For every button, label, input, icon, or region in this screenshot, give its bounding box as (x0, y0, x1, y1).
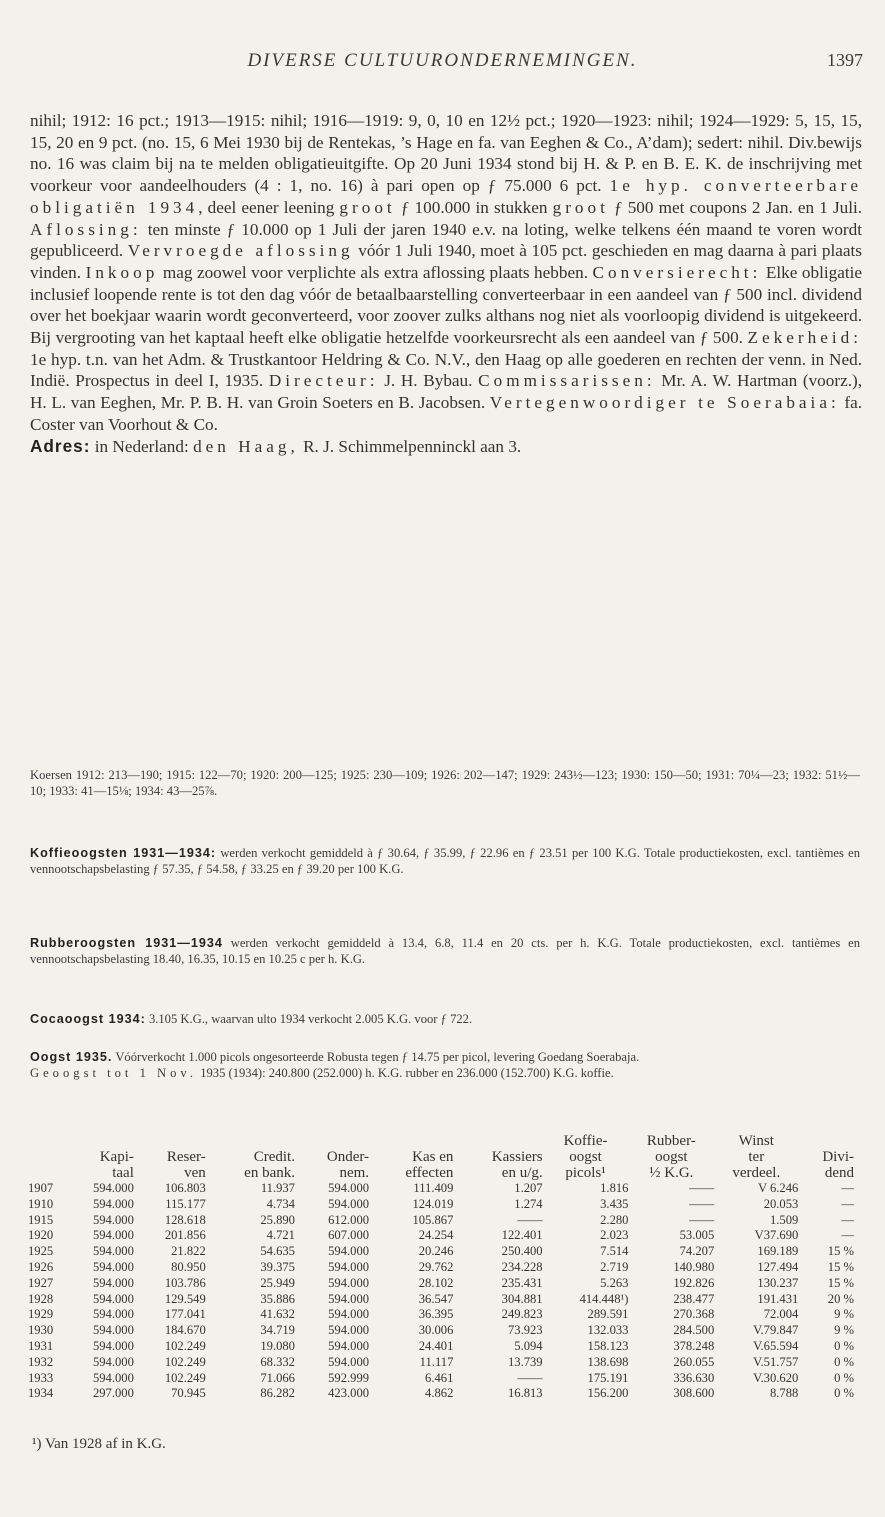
table-cell: 5.263 (600, 1275, 629, 1290)
column-header: Koffie- oogst picols¹ (563, 1133, 608, 1181)
table-cell: 607.000 (328, 1228, 370, 1243)
table-cell: 201.856 (164, 1228, 206, 1243)
table-cell-year: 1927 (28, 1275, 54, 1290)
table-cell: 249.823 (501, 1307, 543, 1322)
table-cell: 15 % (827, 1259, 854, 1274)
table-cell: 156.200 (587, 1386, 629, 1401)
table-cell: 414.448¹) (579, 1291, 629, 1306)
table-cell: 594.000 (92, 1244, 134, 1259)
table-cell: 0 % (834, 1370, 854, 1385)
table-cell: 130.237 (757, 1275, 799, 1290)
table-cell: 122.401 (501, 1228, 543, 1243)
table-cell: 297.000 (92, 1386, 134, 1401)
table-cell: 124.019 (412, 1196, 454, 1211)
koersen-text: Koersen 1912: 213—190; 1915: 122—70; 1920: 200—125; 1925: 230—109; 1926: 202—147; 1929: 243½—123; 1930: 150—50; 1931: 70¼—23; 1932: 51½—10; 1933: 41—15⅛; 1934: 43—25⅞. (30, 768, 860, 798)
spaced-term: Directeur: (268, 371, 379, 391)
spaced-term: Zekerheid: (747, 328, 862, 348)
table-cell: 30.006 (418, 1323, 454, 1338)
table-cell: 594.000 (328, 1307, 370, 1322)
column-header: Kassiers en u/g. (491, 1149, 543, 1181)
table-cell: 39.375 (260, 1259, 295, 1274)
spaced-term: Commissarissen: (478, 371, 656, 391)
geoogst-label: Geoogst tot 1 Nov. (30, 1065, 198, 1080)
rubber-text: werden verkocht gemiddeld à 13.4, 6.8, 11.4 en 20 cts. per h. K.G. Totale productiekosten, excl. tantièmes en vennootschapsbelasting 18.40, 16.35, 10.15 en 10.25 c per h. K.G. (30, 936, 860, 966)
column-header: Rubber- oogst ½ K.G. (646, 1133, 696, 1181)
table-cell: 184.670 (164, 1323, 206, 1338)
table-cell: 594.000 (328, 1291, 370, 1306)
table-cell: 2.280 (600, 1212, 629, 1227)
table-row (28, 1260, 854, 1276)
table-cell: 68.332 (260, 1354, 295, 1369)
table-cell-year: 1910 (28, 1196, 54, 1211)
text-run: Elke obligatie inclusief loopende rente is tot den dag vóór de betaalbaarstelling converteerbaar in een aandeel van ƒ 500 incl. dividend over het boekjaar waarin wordt geconverteerd, voor zoover zulks althans nog niet als voorloopig dividend is uitgekeerd. Bij vergrooting van het kaptaal heeft elke obligatie hetzelfde voorkeursrecht als een aandeel van ƒ 500. (30, 262, 863, 348)
koffie-text: werden verkocht gemiddeld à ƒ 30.64, ƒ 35.99, ƒ 22.96 en ƒ 23.51 per 100 K.G. Totale productiekosten, excl. tantièmes en vennootschapsbelasting ƒ 57.35, ƒ 54.58, ƒ 33.25 en ƒ 39.20 per 100 K.G. (30, 846, 860, 876)
table-cell: 9 % (834, 1323, 854, 1338)
table-cell: 25.949 (260, 1275, 295, 1290)
table-cell: 29.762 (418, 1259, 454, 1274)
table-cell: 594.000 (92, 1354, 134, 1369)
table-cell: 106.803 (164, 1181, 206, 1195)
table-cell: 73.923 (507, 1323, 543, 1338)
table-cell: 9 % (834, 1307, 854, 1322)
table-cell: 70.945 (171, 1386, 206, 1401)
table-cell: 594.000 (328, 1323, 370, 1338)
table-cell: 2.023 (600, 1228, 629, 1243)
cocao-paragraph (30, 1012, 860, 1028)
table-cell: 594.000 (328, 1181, 370, 1195)
table-cell-year: 1931 (28, 1338, 54, 1353)
table-cell-year: 1926 (28, 1259, 54, 1274)
text-run: ten minste ƒ 10.000 op 1 Juli der jaren 1940 e.v. na loting, welke telkens één maand te voren wordt gepubliceerd. (30, 219, 863, 261)
table-cell: 1.274 (514, 1196, 543, 1211)
table-cell: 8.788 (769, 1386, 799, 1401)
text-run: nihil; 1912: 16 pct.; 1913—1915: nihil; 1916—1919: 9, 0, 10 en 12½ pct.; 1920—1923: nihil; 1924—1929: 5, 15, 15, 15, 20 en 9 pct. (no. 15, 6 Mei 1930 bij de Rentekas, ’s Hage en fa. van Eeghen & Co., A’dam); sedert: nihil. Div.bewijs no. 16 was claim bij na te melden obligatieuitgifte. Op 20 Juni 1934 stond bij H. & P. en B. E. K. de inschrijving met voorkeur voor aandeelhouders (4 : 1, no. 16) à pari open op ƒ 75.000 6 pct. (30, 111, 862, 196)
table-cell-year: 1925 (28, 1244, 54, 1259)
text-run: 1e hyp. t.n. van het Adm. & Trustkantoor Heldring & Co. N.V., den Haag op alle goederen en rechten der venn. in Ned. Indië. Prospectus in deel I, 1935. (30, 349, 862, 391)
table-cell: —— (689, 1212, 715, 1227)
table-cell: 378.248 (673, 1338, 715, 1353)
table-cell: 11.937 (260, 1181, 295, 1195)
table-cell: 74.207 (679, 1244, 715, 1259)
table-cell: 140.980 (673, 1259, 715, 1274)
table-cell: 3.435 (600, 1196, 629, 1211)
table-cell: 34.719 (260, 1323, 295, 1338)
table-cell-year: 1932 (28, 1354, 54, 1369)
table-row (28, 1276, 854, 1292)
table-cell-year: 1920 (28, 1228, 54, 1243)
table-cell: 177.041 (164, 1307, 206, 1322)
table-cell: 138.698 (587, 1354, 629, 1369)
spaced-term: 1e hyp. converteerbare obligatiën 1934 (30, 176, 862, 217)
table-cell: 308.600 (673, 1386, 715, 1401)
table-cell: 132.033 (587, 1323, 629, 1338)
table-cell: 103.786 (164, 1275, 206, 1290)
page-number: 1397 (827, 50, 863, 70)
table-cell: 20.053 (763, 1196, 799, 1211)
text-run: ƒ 100.000 in stukken (400, 197, 548, 217)
table-cell: 594.000 (328, 1275, 370, 1290)
table-cell: 127.494 (757, 1259, 799, 1274)
table-row (28, 1355, 854, 1371)
table-row (28, 1339, 854, 1355)
page-header (0, 50, 885, 80)
column-header: Credit. en bank. (244, 1149, 295, 1181)
table-cell: 86.282 (260, 1386, 295, 1401)
table-cell: 115.177 (165, 1196, 206, 1211)
table-cell-year: 1930 (28, 1323, 54, 1338)
table-cell: 80.950 (171, 1259, 206, 1274)
table-cell: 129.549 (164, 1291, 206, 1306)
text-run: R. J. Schimmelpenninckl aan 3. (303, 436, 522, 456)
koffie-paragraph (30, 846, 860, 877)
spaced-term: den Haag, (193, 436, 299, 456)
column-header: Reser- ven (166, 1149, 206, 1181)
table-cell: 6.461 (425, 1370, 454, 1385)
rubber-block (30, 936, 860, 967)
table-cell: 20 % (827, 1291, 854, 1306)
oogst-text: Vóórverkocht 1.000 picols ongesorteerde Robusta tegen ƒ 14.75 per picol, levering Goedang Soerabaja. (115, 1050, 640, 1064)
table-cell: 102.249 (164, 1370, 206, 1385)
text-run: vóór 1 Juli 1940, moet à 105 pct. geschieden en mag daarna à pari plaats vinden. (30, 241, 862, 282)
table-cell: 594.000 (328, 1338, 370, 1353)
table-cell: 128.618 (164, 1212, 206, 1227)
spaced-term: Vervroegde aflossing (127, 241, 354, 261)
table-cell: 594.000 (92, 1275, 134, 1290)
spaced-term: Aflossing: (30, 219, 142, 239)
table-cell: 175.191 (587, 1370, 629, 1385)
spaced-term: Inkoop (85, 262, 159, 282)
table-cell: 15 % (827, 1275, 854, 1290)
koffie-heading: Koffieoogsten 1931—1934: (30, 846, 217, 860)
table-row (28, 1292, 854, 1308)
table-cell: 102.249 (164, 1354, 206, 1369)
financial-table (28, 1133, 854, 1402)
oogst-paragraph (30, 1050, 860, 1066)
text-run: J. H. Bybau. (384, 371, 473, 391)
table-cell-year: 1907 (28, 1181, 54, 1195)
address-line (30, 436, 862, 458)
table-cell: 592.999 (328, 1370, 370, 1385)
table-row (28, 1181, 854, 1197)
table-cell: 594.000 (328, 1244, 370, 1259)
table-cell: 594.000 (92, 1307, 134, 1322)
running-title: DIVERSE CULTUURONDERNEMINGEN. (247, 50, 638, 71)
table-cell: 234.228 (501, 1259, 543, 1274)
column-header-year (28, 1133, 62, 1181)
column-header: Winst ter verdeel. (732, 1133, 781, 1181)
table-cell: V 6.246 (757, 1181, 799, 1195)
table-cell: 13.739 (507, 1354, 543, 1369)
text-run: fa. Coster van Voorhout & Co. (30, 393, 863, 434)
table-cell: 336.630 (673, 1370, 715, 1385)
company-description (30, 110, 862, 457)
text-run: in Nederland: (94, 436, 189, 456)
table-cell-year: 1933 (28, 1370, 54, 1385)
koffie-block (30, 846, 860, 877)
table-cell: 2.719 (600, 1259, 629, 1274)
table-cell: — (841, 1196, 854, 1211)
table-cell: 238.477 (673, 1291, 715, 1306)
table-cell: —— (517, 1370, 543, 1385)
table-cell: 11.117 (419, 1354, 454, 1369)
table-cell: 19.080 (260, 1338, 295, 1353)
text-run: Mr. A. W. Hartman (voorz.), H. L. van Eeghen, Mr. P. B. H. van Groin Soeters en B. Jacobsen. (30, 371, 863, 413)
table-cell: — (841, 1212, 854, 1227)
table-cell: 594.000 (92, 1338, 134, 1353)
table-cell: —— (517, 1212, 543, 1227)
geoogst-paragraph (30, 1066, 860, 1082)
table-cell: — (841, 1181, 854, 1195)
table-cell: 111.409 (413, 1181, 454, 1195)
column-header: Onder- nem. (326, 1149, 370, 1181)
cocao-heading: Cocaoogst 1934: (30, 1012, 146, 1026)
table-row (28, 1197, 854, 1213)
table-cell: —— (689, 1181, 715, 1195)
table-cell: 260.055 (673, 1354, 715, 1369)
table-cell: 612.000 (328, 1212, 370, 1227)
table-cell: — (841, 1228, 854, 1243)
table-cell: —— (689, 1196, 715, 1211)
spaced-term: Vertegenwoordiger te Soerabaia: (489, 393, 840, 413)
table-cell: 594.000 (92, 1370, 134, 1385)
spaced-term: Conversierecht: (592, 262, 762, 282)
table-cell: 270.368 (673, 1307, 715, 1322)
table-cell: 169.189 (757, 1244, 799, 1259)
table-row (28, 1386, 854, 1402)
table-cell: 594.000 (92, 1259, 134, 1274)
table-cell: 594.000 (328, 1196, 370, 1211)
table-cell: V37.690 (754, 1228, 799, 1243)
table-cell: 0 % (834, 1354, 854, 1369)
table-cell: 192.826 (673, 1275, 715, 1290)
table-cell: 21.822 (171, 1244, 206, 1259)
table-row (28, 1371, 854, 1387)
table-cell: 72.004 (763, 1307, 799, 1322)
table-header-row (28, 1133, 854, 1181)
table-cell: 594.000 (92, 1181, 134, 1195)
table-cell: 158.123 (587, 1338, 629, 1353)
table-cell: 102.249 (164, 1338, 206, 1353)
table-cell-year: 1915 (28, 1212, 54, 1227)
table-cell: 235.431 (501, 1275, 543, 1290)
table-row (28, 1307, 854, 1323)
footnote: ¹) Van 1928 af in K.G. (32, 1436, 166, 1452)
geoogst-text: 1935 (1934): 240.800 (252.000) h. K.G. rubber en 236.000 (152.700) K.G. koffie. (200, 1065, 614, 1080)
column-header: Kapi- taal (99, 1149, 134, 1181)
table-cell: 105.867 (412, 1212, 454, 1227)
column-header: Divi- dend (822, 1149, 854, 1181)
spaced-term: groot (552, 197, 609, 217)
table-row (28, 1213, 854, 1229)
table-cell: 41.632 (260, 1307, 295, 1322)
address-label: Adres: (30, 435, 91, 456)
oogst-block (30, 1050, 860, 1081)
spaced-term: groot (339, 197, 396, 217)
table-row (28, 1323, 854, 1339)
table-cell: 53.005 (679, 1228, 715, 1243)
text-run: ƒ 500 met coupons 2 Jan. en 1 Juli. (614, 197, 863, 217)
table-row (28, 1228, 854, 1244)
table-cell: V.65.594 (753, 1338, 799, 1353)
table-cell: 594.000 (92, 1196, 134, 1211)
table-cell: 24.254 (418, 1228, 454, 1243)
table-cell: 5.094 (514, 1338, 543, 1353)
cocao-text: 3.105 K.G., waarvan ulto 1934 verkocht 2.005 K.G. voor ƒ 722. (148, 1012, 473, 1026)
table-cell: 4.734 (266, 1196, 295, 1211)
table-cell: 0 % (834, 1338, 854, 1353)
table-cell: 0 % (834, 1386, 854, 1401)
table-cell: V.30.620 (753, 1370, 799, 1385)
table-row (28, 1244, 854, 1260)
table-cell: 191.431 (757, 1291, 799, 1306)
table-cell: 1.207 (514, 1181, 543, 1195)
table-cell: 594.000 (92, 1212, 134, 1227)
table-body (28, 1181, 854, 1402)
table-cell: V.79.847 (753, 1323, 799, 1338)
table-cell: 25.890 (260, 1212, 295, 1227)
koersen-block (30, 768, 860, 799)
table-cell: 4.721 (266, 1228, 295, 1243)
table-cell-year: 1928 (28, 1291, 54, 1306)
table-cell: 250.400 (501, 1244, 543, 1259)
table-cell: 28.102 (418, 1275, 454, 1290)
text-run: , deel eener leening (198, 197, 335, 217)
table-cell: 71.066 (260, 1370, 295, 1385)
table-cell: V.51.757 (753, 1354, 799, 1369)
table-cell-year: 1929 (28, 1307, 54, 1322)
table-cell: 54.635 (260, 1244, 295, 1259)
oogst-heading: Oogst 1935. (30, 1050, 113, 1064)
table-cell: 7.514 (600, 1244, 629, 1259)
table-cell: 35.886 (260, 1291, 295, 1306)
table-cell: 36.395 (418, 1307, 454, 1322)
table-cell: 1.816 (600, 1181, 629, 1195)
table-cell: 20.246 (418, 1244, 454, 1259)
rubber-heading: Rubberoogsten 1931—1934 (30, 936, 223, 950)
table-cell: 594.000 (92, 1228, 134, 1243)
rubber-paragraph (30, 936, 860, 967)
column-header: Kas en effecten (405, 1149, 454, 1181)
table-cell: 304.881 (501, 1291, 543, 1306)
table-cell: 284.500 (673, 1323, 715, 1338)
table-cell: 36.547 (418, 1291, 454, 1306)
text-run: mag zoowel voor verplichte als extra aflossing plaats hebben. (162, 262, 588, 282)
table-cell-year: 1934 (28, 1386, 54, 1401)
table-cell: 594.000 (328, 1259, 370, 1274)
table-cell: 15 % (827, 1244, 854, 1259)
cocao-block (30, 1012, 860, 1028)
table-cell: 594.000 (328, 1354, 370, 1369)
table-cell: 4.862 (425, 1386, 454, 1401)
table-cell: 289.591 (587, 1307, 629, 1322)
table-cell: 24.401 (418, 1338, 454, 1353)
table-cell: 423.000 (328, 1386, 370, 1401)
table-cell: 594.000 (92, 1323, 134, 1338)
table-cell: 1.509 (769, 1212, 799, 1227)
table-cell: 594.000 (92, 1291, 134, 1306)
description-paragraph (30, 110, 862, 436)
table-cell: 16.813 (507, 1386, 543, 1401)
